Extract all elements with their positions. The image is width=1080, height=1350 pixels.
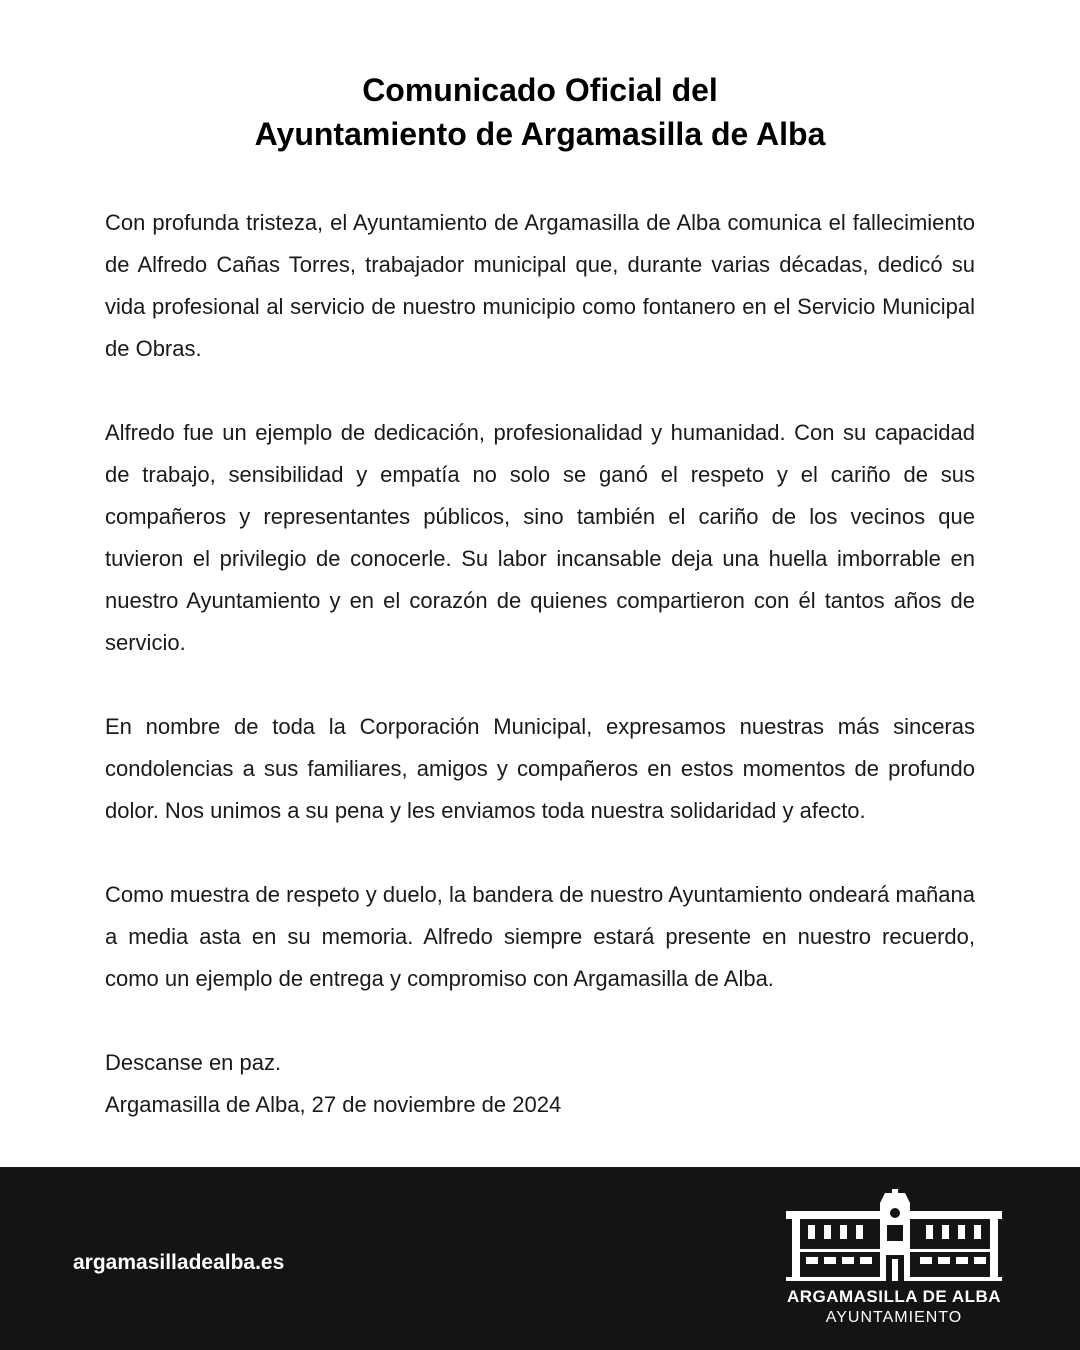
- town-hall-icon: [784, 1189, 1004, 1281]
- paragraph-3: En nombre de toda la Corporación Municipal, expresamos nuestras más sinceras condolencias a sus familiares, amigos y compañeros en estos momentos de profundo dolor. Nos unimos a su pena y les enviamos toda nuestra solidaridad y afecto.: [105, 714, 975, 823]
- logo-subtitle: AYUNTAMIENTO: [825, 1309, 963, 1326]
- paragraph-2: Alfredo fue un ejemplo de dedicación, profesionalidad y humanidad. Con su capacidad de trabajo, sensibilidad y empatía no solo se ganó el respeto y el cariño de sus compañeros y representantes públicos, sino también el cariño de los vecinos que tuvieron el privilegio de conocerle. Su labor incansable deja una huella imborrable en nuestro Ayuntamiento y en el corazón de quienes compartieron con él tantos años de servicio.: [105, 420, 975, 655]
- title-line-2: Ayuntamiento de Argamasilla de Alba: [254, 116, 826, 152]
- page-title: [0, 68, 1080, 156]
- paragraph-4: Como muestra de respeto y duelo, la bandera de nuestro Ayuntamiento ondeará mañana a media asta en su memoria. Alfredo siempre estará presente en nuestro recuerdo, como un ejemplo de entrega y compromiso con Argamasilla de Alba.: [105, 882, 975, 991]
- website-link[interactable]: argamasilladealba.es: [73, 1251, 285, 1274]
- statement-body: [105, 202, 975, 1126]
- farewell-line: Descanse en paz.: [105, 1050, 282, 1075]
- paragraph-1: Con profunda tristeza, el Ayuntamiento de Argamasilla de Alba comunica el fallecimiento de Alfredo Cañas Torres, trabajador municipal que, durante varias décadas, dedicó su vida profesional al servicio de nuestro municipio como fontanero en el Servicio Municipal de Obras.: [105, 210, 975, 361]
- municipal-logo: [782, 1189, 1006, 1327]
- title-line-1: Comunicado Oficial del: [362, 72, 718, 108]
- place-date-line: Argamasilla de Alba, 27 de noviembre de 2024: [105, 1092, 562, 1117]
- logo-title: ARGAMASILLA DE ALBA: [786, 1287, 1002, 1306]
- footer-bar: [0, 1167, 1080, 1350]
